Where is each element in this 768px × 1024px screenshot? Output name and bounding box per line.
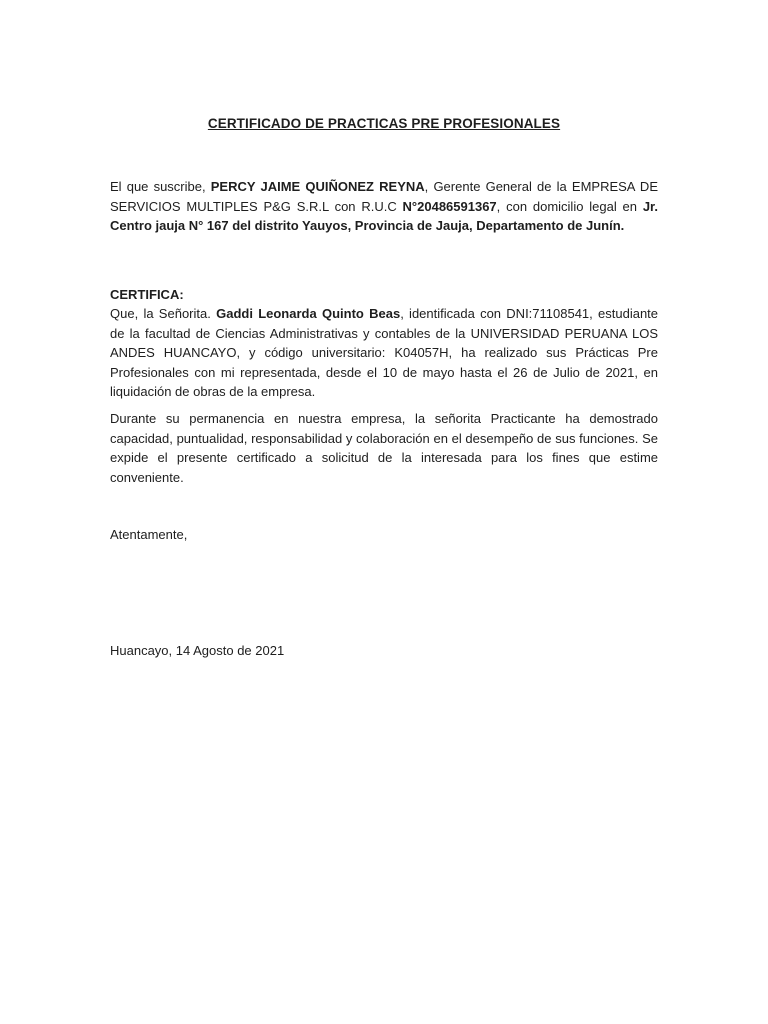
signer-name: PERCY JAIME QUIÑONEZ REYNA <box>210 179 425 194</box>
document-title: CERTIFICADO DE PRACTICAS PRE PROFESIONALES <box>207 116 561 131</box>
certification-paragraph <box>110 304 658 402</box>
body-text-2: , identificada con DNI:71108541, estudiante de la facultad de Ciencias Administrativas y contables de la UNIVERSIDAD PERUANA LOS ANDES HUANCAYO, y código universitario: K04057H, ha realizado sus Prácticas Pre Profesionales con mi representada, desde el 10 de mayo hasta el 26 de Julio de 2021, en liquidación de obras de la empresa. <box>110 306 659 399</box>
closing-salutation: Atentamente, <box>110 527 188 542</box>
intro-text-3: , con domicilio legal en <box>496 198 643 214</box>
place-date: Huancayo, 14 Agosto de 2021 <box>110 643 285 658</box>
performance-paragraph: Durante su permanencia en nuestra empresa, la señorita Practicante ha demostrado capacidad, puntualidad, responsabilidad y colaboración en el desempeño de sus funciones. Se expide el presente certificado a solicitud de la interesada para los fines que estime conveniente. <box>110 411 658 485</box>
body-text-1: Que, la Señorita. <box>110 306 217 321</box>
intro-text-1: El que suscribe, <box>110 179 211 194</box>
legal-address: Jr. Centro jauja N° 167 del distrito Yauyos, Provincia de Jauja, Departamento de Junín. <box>110 198 658 233</box>
ruc-number: N°20486591367 <box>402 198 497 214</box>
intro-text-2: , Gerente General de la EMPRESA DE SERVICIOS MULTIPLES P&G S.R.L con R.U.C <box>110 179 658 214</box>
intro-paragraph <box>110 177 658 236</box>
student-name: Gaddi Leonarda Quinto Beas <box>216 306 401 321</box>
certifica-label: CERTIFICA: <box>110 287 184 302</box>
